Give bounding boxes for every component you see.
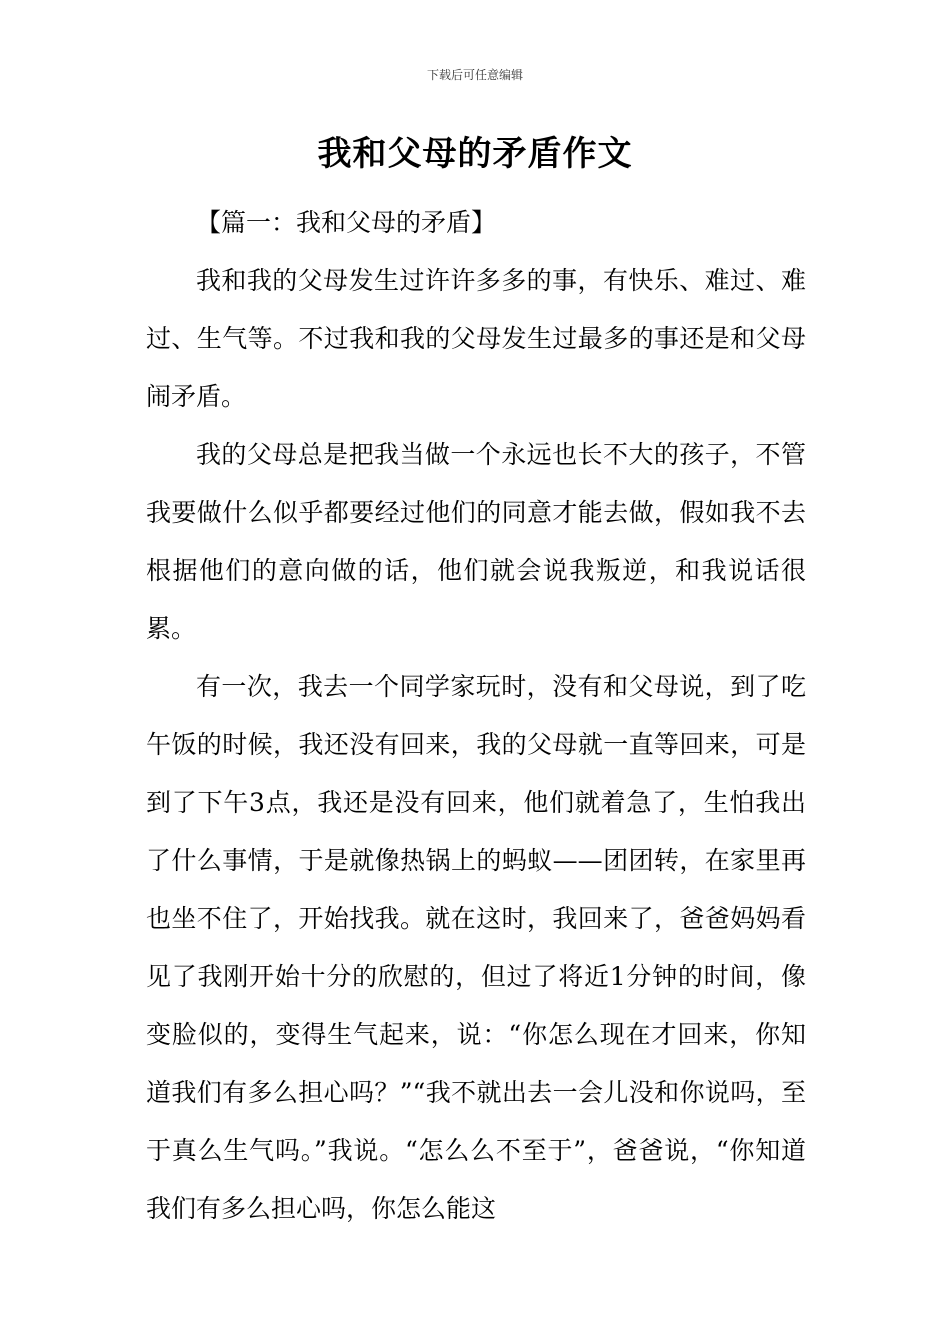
section-heading: 【篇一：我和父母的矛盾】 bbox=[196, 208, 497, 237]
paragraph-2: 我的父母总是把我当做一个永远也长不大的孩子，不管我要做什么似乎都要经过他们的同意才能去做，假如我不去根据他们的意向做的话，他们就会说我叛逆，和我说话很累。 bbox=[146, 440, 806, 643]
document-title: 我和父母的矛盾作文 bbox=[317, 134, 633, 174]
paragraph-3: 有一次，我去一个同学家玩时，没有和父母说，到了吃午饭的时候，我还没有回来，我的父母就一直等回来，可是到了下午3点，我还是没有回来，他们就着急了，生怕我出了什么事情，于是就像热锅上的蚂蚁——团团转，在家里再也坐不住了，开始找我。就在这时，我回来了，爸爸妈妈看见了我刚开始十分的欣慰的，但过了将近1分钟的时间，像变脸似的，变得生气起来，说：“你怎么现在才回来，你知道我们有多么担心吗？”“我不就出去一会儿没和你说吗，至于真么生气吗。”我说。“怎么么不至于”，爸爸说，“你知道我们有多么担心吗，你怎么能这 bbox=[146, 672, 806, 1223]
paragraph-1: 我和我的父母发生过许许多多的事，有快乐、难过、难过、生气等。不过我和我的父母发生过最多的事还是和父母闹矛盾。 bbox=[146, 266, 806, 411]
document-body bbox=[146, 194, 806, 1238]
header-note: 下载后可任意编辑 bbox=[426, 68, 523, 82]
